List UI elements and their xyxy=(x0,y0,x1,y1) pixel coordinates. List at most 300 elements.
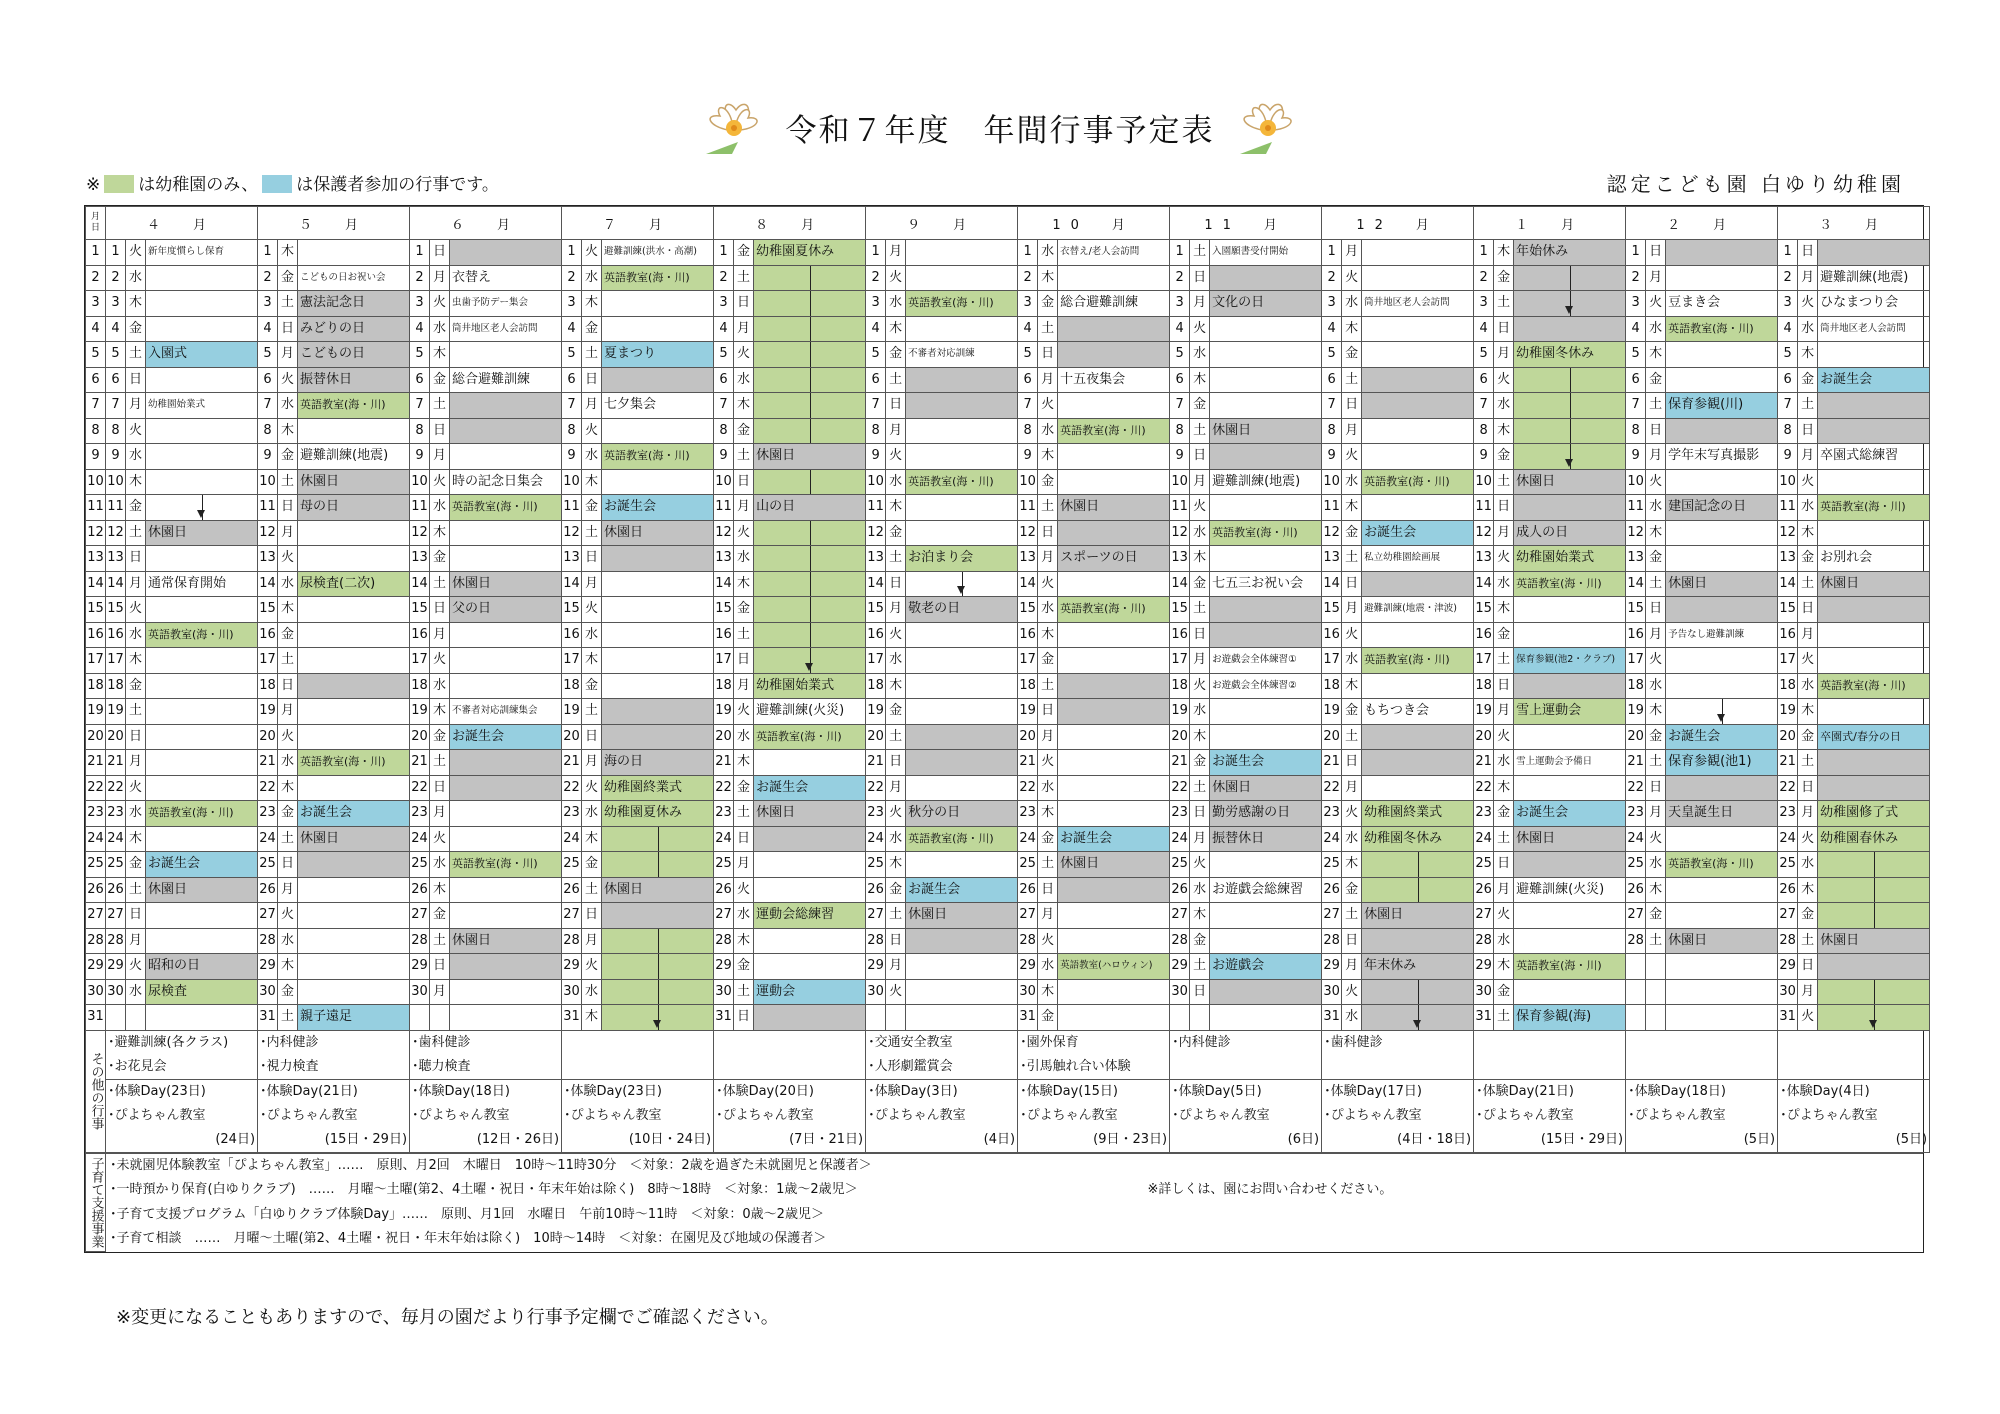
weekday-cell: 水 xyxy=(886,826,906,852)
event-cell xyxy=(602,444,714,470)
event-cell xyxy=(754,750,866,776)
event-cell xyxy=(1058,367,1170,393)
event-cell xyxy=(1666,469,1778,495)
day-cell: 27 xyxy=(714,903,734,929)
day-cell: 29 xyxy=(1018,954,1038,980)
day-cell: 2 xyxy=(714,265,734,291)
event-cell xyxy=(754,877,866,903)
event-cell xyxy=(1058,265,1170,291)
day-cell: 13 xyxy=(1778,546,1798,572)
weekday-cell: 木 xyxy=(278,954,298,980)
day-cell: 4 xyxy=(866,316,886,342)
day-cell: 22 xyxy=(410,775,430,801)
day-cell: 8 xyxy=(1778,418,1798,444)
event-cell xyxy=(1666,393,1778,419)
event-cell xyxy=(1514,520,1626,546)
weekday-cell: 土 xyxy=(886,367,906,393)
day-cell: 30 xyxy=(1474,979,1494,1005)
weekday-cell: 水 xyxy=(1190,520,1210,546)
weekday-cell: 火 xyxy=(1646,469,1666,495)
event-cell xyxy=(146,291,258,317)
day-cell: 6 xyxy=(1474,367,1494,393)
weekday-cell: 水 xyxy=(1038,597,1058,623)
weekday-cell: 土 xyxy=(1190,775,1210,801)
event-cell xyxy=(1514,648,1626,674)
event-cell xyxy=(754,801,866,827)
trial-day-cell xyxy=(1322,1079,1474,1152)
event-cell xyxy=(1362,546,1474,572)
day-cell: 1 xyxy=(1322,240,1342,266)
weekday-cell: 水 xyxy=(1342,469,1362,495)
weekday-cell: 土 xyxy=(126,342,146,368)
event-cell xyxy=(906,597,1018,623)
event-text: 英語教室(海・川) xyxy=(1820,500,1906,514)
weekday-cell: 日 xyxy=(1646,418,1666,444)
event-text: ひなまつり会 xyxy=(1820,295,1899,311)
day-cell: 14 xyxy=(562,571,582,597)
continuation-arrow xyxy=(1418,852,1419,877)
weekday-cell: 土 xyxy=(1646,571,1666,597)
day-cell: 4 xyxy=(1626,316,1646,342)
day-cell: 24 xyxy=(866,826,886,852)
day-cell: 29 xyxy=(1322,954,1342,980)
day-cell: 18 xyxy=(106,673,126,699)
day-cell: 22 xyxy=(1778,775,1798,801)
weekday-cell: 木 xyxy=(126,826,146,852)
trial-day-item: ･体験Day(5日) xyxy=(1172,1083,1262,1099)
day-cell: 27 xyxy=(866,903,886,929)
day-cell: 13 xyxy=(1170,546,1190,572)
other-event-item: ･内科健診 xyxy=(1172,1034,1231,1050)
weekday-cell: 金 xyxy=(1038,469,1058,495)
event-cell xyxy=(1818,724,1930,750)
event-cell xyxy=(146,673,258,699)
event-cell xyxy=(1514,571,1626,597)
event-cell xyxy=(1666,750,1778,776)
day-cell: 9 xyxy=(562,444,582,470)
title-row xyxy=(0,96,2000,158)
day-cell: 20 xyxy=(1170,724,1190,750)
day-cell: 16 xyxy=(1626,622,1646,648)
day-cell: 17 xyxy=(714,648,734,674)
weekday-cell: 日 xyxy=(886,393,906,419)
event-cell xyxy=(1362,699,1474,725)
event-cell xyxy=(1058,393,1170,419)
weekday-cell: 金 xyxy=(126,316,146,342)
day-cell: 30 xyxy=(866,979,886,1005)
support-line: ･子育て支援プログラム「白ゆりクラブ体験Day」…… 原則、月1回 水曜日 午前10時～11時 ＜対象：0歳～2歳児＞ xyxy=(110,1206,824,1222)
day-cell: 7 xyxy=(1778,393,1798,419)
day-cell: 12 xyxy=(1170,520,1190,546)
day-cell: 15 xyxy=(1474,597,1494,623)
event-text: お誕生会 xyxy=(1668,728,1721,744)
weekday-cell: 金 xyxy=(886,877,906,903)
event-cell xyxy=(1514,775,1626,801)
row-day-number: 21 xyxy=(86,750,106,776)
trial-day-item: ･体験Day(20日) xyxy=(716,1083,814,1099)
day-cell: 28 xyxy=(258,928,278,954)
day-cell: 26 xyxy=(106,877,126,903)
weekday-cell: 水 xyxy=(126,444,146,470)
weekday-cell: 木 xyxy=(126,469,146,495)
event-cell xyxy=(754,979,866,1005)
annual-calendar xyxy=(84,205,1928,1253)
event-cell xyxy=(146,367,258,393)
event-cell xyxy=(1362,316,1474,342)
day-cell: 15 xyxy=(866,597,886,623)
other-event-item: ･園外保育 xyxy=(1020,1034,1079,1050)
event-text: 豆まき会 xyxy=(1668,295,1721,311)
other-events-cell xyxy=(1170,1030,1322,1079)
weekday-cell: 日 xyxy=(126,367,146,393)
day-cell: 3 xyxy=(258,291,278,317)
event-text: 秋分の日 xyxy=(908,805,961,821)
event-cell xyxy=(1666,724,1778,750)
event-text: 英語教室(海・川) xyxy=(1668,321,1754,335)
row-day-number: 20 xyxy=(86,724,106,750)
weekday-cell: 金 xyxy=(1646,367,1666,393)
event-text: 英語教室(海・川) xyxy=(300,398,386,412)
event-cell xyxy=(1818,316,1930,342)
weekday-cell: 土 xyxy=(1494,648,1514,674)
day-cell: 3 xyxy=(1474,291,1494,317)
event-cell xyxy=(1210,826,1322,852)
event-cell xyxy=(146,495,258,521)
day-cell: 11 xyxy=(1322,495,1342,521)
event-cell xyxy=(146,775,258,801)
event-cell xyxy=(1210,265,1322,291)
continuation-arrow xyxy=(658,980,659,1005)
day-cell: 16 xyxy=(1018,622,1038,648)
event-cell xyxy=(754,1005,866,1031)
event-cell xyxy=(1058,316,1170,342)
weekday-cell: 火 xyxy=(126,775,146,801)
weekday-cell: 水 xyxy=(1798,673,1818,699)
day-cell: 2 xyxy=(410,265,430,291)
event-cell xyxy=(1514,1005,1626,1031)
event-cell xyxy=(298,724,410,750)
day-cell: 21 xyxy=(1018,750,1038,776)
event-text: 休園日 xyxy=(908,907,948,923)
event-text: 避難訓練(地震・津波) xyxy=(1364,603,1458,615)
day-cell: 4 xyxy=(410,316,430,342)
piyo-class-dates: (9日・23日) xyxy=(1093,1131,1168,1147)
event-cell xyxy=(1666,903,1778,929)
day-cell: 5 xyxy=(562,342,582,368)
legend-prefix: ※ xyxy=(86,175,101,195)
weekday-cell: 水 xyxy=(582,801,602,827)
event-text: 休園日 xyxy=(300,473,340,489)
day-cell: 13 xyxy=(1626,546,1646,572)
weekday-cell: 木 xyxy=(1798,520,1818,546)
event-cell xyxy=(1210,979,1322,1005)
event-cell xyxy=(1362,469,1474,495)
weekday-cell: 木 xyxy=(1646,699,1666,725)
row-day-number: 17 xyxy=(86,648,106,674)
event-cell xyxy=(1514,291,1626,317)
weekday-cell: 土 xyxy=(886,903,906,929)
day-cell: 18 xyxy=(866,673,886,699)
day-cell: 2 xyxy=(1778,265,1798,291)
event-cell xyxy=(754,954,866,980)
other-events-cell xyxy=(1626,1030,1778,1079)
event-text: もちつき会 xyxy=(1364,703,1429,719)
event-cell xyxy=(1362,597,1474,623)
day-cell: 30 xyxy=(258,979,278,1005)
event-cell xyxy=(1362,852,1474,878)
day-cell: 3 xyxy=(1170,291,1190,317)
continuation-arrow xyxy=(1570,419,1571,444)
event-cell xyxy=(1058,418,1170,444)
event-cell xyxy=(1514,469,1626,495)
weekday-cell: 金 xyxy=(1190,928,1210,954)
event-cell xyxy=(754,520,866,546)
row-day-number: 12 xyxy=(86,520,106,546)
event-text: 予告なし避難訓練 xyxy=(1668,628,1745,640)
event-cell xyxy=(1666,775,1778,801)
event-cell xyxy=(450,597,562,623)
weekday-cell: 日 xyxy=(126,546,146,572)
weekday-cell: 木 xyxy=(430,342,450,368)
day-cell: 4 xyxy=(106,316,126,342)
month-header: ４ 月 xyxy=(106,207,258,240)
weekday-cell: 木 xyxy=(1494,240,1514,266)
day-cell: 19 xyxy=(562,699,582,725)
day-cell: 8 xyxy=(1170,418,1190,444)
weekday-cell: 水 xyxy=(1646,673,1666,699)
day-cell: 21 xyxy=(1626,750,1646,776)
weekday-cell: 土 xyxy=(886,724,906,750)
day-cell: 10 xyxy=(1018,469,1038,495)
event-cell xyxy=(1818,826,1930,852)
event-cell xyxy=(906,444,1018,470)
weekday-cell: 日 xyxy=(1494,316,1514,342)
weekday-cell: 土 xyxy=(126,699,146,725)
event-cell xyxy=(906,367,1018,393)
event-text: お誕生会 xyxy=(1516,805,1569,821)
event-cell xyxy=(146,393,258,419)
day-cell: 26 xyxy=(866,877,886,903)
event-cell xyxy=(1818,979,1930,1005)
weekday-cell: 金 xyxy=(1798,367,1818,393)
weekday-cell: 水 xyxy=(430,495,450,521)
weekday-cell: 水 xyxy=(1646,495,1666,521)
day-cell: 7 xyxy=(562,393,582,419)
weekday-cell: 金 xyxy=(734,954,754,980)
trial-day-item: ･体験Day(23日) xyxy=(108,1083,206,1099)
other-event-item: ･交通安全教室 xyxy=(868,1034,953,1050)
event-text: 総合避難訓練 xyxy=(452,371,531,387)
event-cell xyxy=(906,622,1018,648)
weekday-cell: 金 xyxy=(1038,826,1058,852)
day-cell: 1 xyxy=(106,240,126,266)
weekday-cell: 金 xyxy=(1342,877,1362,903)
trial-day-cell xyxy=(1170,1079,1322,1152)
event-text: お誕生会 xyxy=(300,805,353,821)
weekday-cell: 水 xyxy=(1342,826,1362,852)
day-cell: 3 xyxy=(866,291,886,317)
event-cell xyxy=(450,877,562,903)
event-cell xyxy=(1210,699,1322,725)
event-text: 文化の日 xyxy=(1212,295,1265,311)
day-cell: 9 xyxy=(866,444,886,470)
weekday-cell: 火 xyxy=(278,724,298,750)
continuation-arrow xyxy=(810,597,811,622)
event-cell xyxy=(1058,546,1170,572)
weekday-cell: 金 xyxy=(1494,622,1514,648)
event-text: 運動会 xyxy=(756,983,796,999)
event-cell xyxy=(146,928,258,954)
event-cell xyxy=(602,1005,714,1031)
event-text: 英語教室(ハロウィン) xyxy=(1060,960,1153,972)
piyo-class-dates: (5日) xyxy=(1743,1131,1776,1147)
trial-day-item: ･体験Day(15日) xyxy=(1020,1083,1118,1099)
weekday-cell: 日 xyxy=(1798,597,1818,623)
day-cell: 12 xyxy=(1626,520,1646,546)
day-cell: 14 xyxy=(258,571,278,597)
day-cell: 9 xyxy=(1626,444,1646,470)
day-cell: 8 xyxy=(1322,418,1342,444)
weekday-cell: 土 xyxy=(1798,393,1818,419)
other-events-cell xyxy=(1778,1030,1930,1079)
day-cell: 19 xyxy=(106,699,126,725)
event-cell xyxy=(1362,367,1474,393)
event-text: お遊戯会 xyxy=(1212,958,1265,974)
event-cell xyxy=(1362,393,1474,419)
weekday-cell: 木 xyxy=(1798,342,1818,368)
event-cell xyxy=(1818,469,1930,495)
weekday-cell: 火 xyxy=(1342,801,1362,827)
event-cell xyxy=(1514,495,1626,521)
trial-day-item: ･体験Day(18日) xyxy=(412,1083,510,1099)
legend-green-text: は幼稚園のみ、 xyxy=(138,175,259,195)
event-cell xyxy=(1058,469,1170,495)
day-cell: 23 xyxy=(410,801,430,827)
day-cell: 10 xyxy=(562,469,582,495)
day-cell: 5 xyxy=(1322,342,1342,368)
day-cell: 15 xyxy=(1778,597,1798,623)
event-cell xyxy=(1362,979,1474,1005)
day-cell: 23 xyxy=(1170,801,1190,827)
event-cell xyxy=(1058,877,1170,903)
weekday-cell: 木 xyxy=(1342,673,1362,699)
weekday-cell: 火 xyxy=(1038,750,1058,776)
event-cell xyxy=(906,316,1018,342)
event-cell xyxy=(146,979,258,1005)
weekday-cell: 日 xyxy=(278,673,298,699)
weekday-cell: 日 xyxy=(886,571,906,597)
event-cell xyxy=(298,367,410,393)
weekday-cell: 木 xyxy=(278,775,298,801)
day-cell: 28 xyxy=(562,928,582,954)
weekday-cell: 月 xyxy=(126,928,146,954)
day-cell: 18 xyxy=(1778,673,1798,699)
continuation-arrow xyxy=(1570,393,1571,418)
weekday-cell: 木 xyxy=(1798,877,1818,903)
event-text: 休園日 xyxy=(148,881,188,897)
weekday-cell: 月 xyxy=(126,571,146,597)
event-cell xyxy=(1666,648,1778,674)
weekday-cell: 火 xyxy=(1342,265,1362,291)
event-cell xyxy=(1818,571,1930,597)
weekday-cell: 日 xyxy=(430,775,450,801)
event-cell xyxy=(146,444,258,470)
event-cell xyxy=(450,750,562,776)
day-cell: 26 xyxy=(1626,877,1646,903)
event-text: 休園日 xyxy=(604,524,644,540)
day-cell: 9 xyxy=(258,444,278,470)
weekday-cell: 土 xyxy=(1190,954,1210,980)
day-cell: 1 xyxy=(866,240,886,266)
event-cell xyxy=(298,597,410,623)
event-cell xyxy=(298,877,410,903)
day-cell: 1 xyxy=(714,240,734,266)
continuation-arrow xyxy=(1418,980,1419,1005)
day-cell: 24 xyxy=(1170,826,1190,852)
event-cell xyxy=(146,750,258,776)
event-cell xyxy=(1514,750,1626,776)
continuation-arrow xyxy=(1874,1005,1875,1030)
weekday-cell: 土 xyxy=(1342,903,1362,929)
event-text: 衣替え/老人会訪問 xyxy=(1060,246,1140,258)
row-day-number: 18 xyxy=(86,673,106,699)
day-cell: 31 xyxy=(258,1005,278,1031)
event-cell xyxy=(298,903,410,929)
weekday-cell: 月 xyxy=(582,928,602,954)
weekday-cell: 土 xyxy=(1342,546,1362,572)
event-cell xyxy=(602,826,714,852)
event-cell xyxy=(450,979,562,1005)
event-text: 英語教室(海・川) xyxy=(1364,653,1450,667)
event-text: 休園日 xyxy=(1516,830,1556,846)
day-cell: 1 xyxy=(1170,240,1190,266)
event-cell xyxy=(1818,903,1930,929)
event-cell xyxy=(754,495,866,521)
weekday-cell: 金 xyxy=(886,342,906,368)
weekday-cell: 火 xyxy=(126,597,146,623)
event-text: 英語教室(海・川) xyxy=(1668,857,1754,871)
weekday-cell: 火 xyxy=(430,469,450,495)
day-cell: 5 xyxy=(1778,342,1798,368)
weekday-cell: 金 xyxy=(1038,291,1058,317)
event-text: 筒井地区老人会訪問 xyxy=(1820,322,1906,334)
day-cell: 5 xyxy=(258,342,278,368)
day-cell: 31 xyxy=(1474,1005,1494,1031)
weekday-cell: 水 xyxy=(886,648,906,674)
weekday-cell: 日 xyxy=(1190,444,1210,470)
event-cell xyxy=(1210,954,1322,980)
weekday-cell: 土 xyxy=(582,520,602,546)
day-cell: 9 xyxy=(1778,444,1798,470)
weekday-cell: 火 xyxy=(1342,979,1362,1005)
weekday-cell: 木 xyxy=(1190,903,1210,929)
weekday-cell: 金 xyxy=(1494,444,1514,470)
trial-day-cell xyxy=(866,1079,1018,1152)
event-cell xyxy=(450,240,562,266)
event-text: 入園願書受付開始 xyxy=(1212,246,1289,258)
day-cell: 10 xyxy=(258,469,278,495)
event-cell xyxy=(1362,673,1474,699)
row-day-number: 13 xyxy=(86,546,106,572)
weekday-cell: 木 xyxy=(734,571,754,597)
weekday-cell: 火 xyxy=(126,954,146,980)
weekday-cell: 火 xyxy=(886,801,906,827)
day-cell: 17 xyxy=(106,648,126,674)
day-cell: 13 xyxy=(410,546,430,572)
day-cell: 19 xyxy=(410,699,430,725)
event-cell xyxy=(1818,928,1930,954)
event-cell xyxy=(1818,877,1930,903)
